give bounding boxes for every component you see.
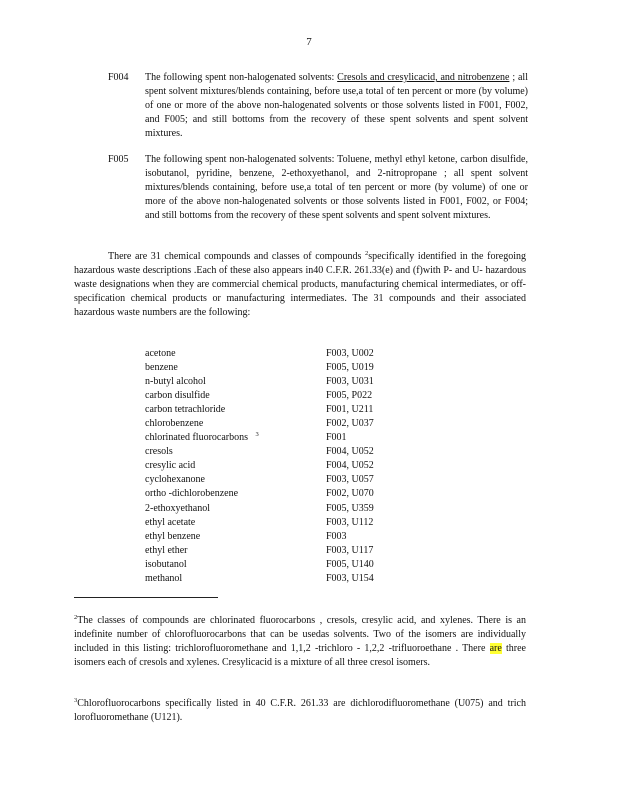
entry-text-underlined: Cresols and cresylicacid, and nitrobenzene — [337, 72, 510, 83]
page-number: 7 — [306, 36, 312, 48]
waste-numbers: F003, U154 — [326, 572, 374, 584]
compound-name: cyclohexanone — [145, 474, 205, 486]
waste-numbers: F004, U052 — [326, 446, 374, 458]
table-row — [145, 347, 405, 361]
waste-numbers: F001, U211 — [326, 404, 374, 416]
waste-numbers: F005, P022 — [326, 390, 373, 402]
footnote-mark: 2 — [74, 614, 78, 621]
waste-numbers: F002, U037 — [326, 418, 374, 430]
waste-numbers: F004, U052 — [326, 460, 374, 472]
highlighted-word: are — [489, 643, 502, 655]
table-row — [145, 516, 405, 530]
compound-name: carbon disulfide — [145, 390, 210, 402]
compound-name: cresols — [145, 446, 173, 458]
entry-description: The following spent non-halogenated solvents: Toluene, methyl ethyl ketone, carbon disulfide, isobutanol, pyridine, benzene, 2-ethoxyethanol, and 2-nitropropane ; all spent solvent mixtures/blends containing, before use,a total of ten percent or more (by volume) of one or more of the above non-halogenated solvents or those solvents listed in F001, F002, or F004; and still bottoms from the recovery of these spent solvents and spent solvent mixtures. — [145, 154, 528, 222]
table-row — [145, 459, 405, 473]
compound-name: 2-ethoxyethanol — [145, 502, 210, 514]
table-row — [145, 487, 405, 501]
compound-name: ethyl acetate — [145, 516, 196, 528]
compound-name: acetone — [145, 348, 176, 359]
compound-name: ortho -dichlorobenzene — [145, 488, 239, 500]
compound-name: benzene — [145, 362, 178, 374]
compound-name: ethyl benzene — [145, 530, 201, 542]
waste-numbers: F003, U002 — [326, 348, 374, 359]
listing-entry-f005 — [108, 153, 528, 223]
waste-numbers: F003, U031 — [326, 376, 374, 388]
intro-text-part2: specifically identified in the foregoing hazardous waste descriptions .Each of these also appears in40 C.F.R. 261.33(e) and (f)with P- and U- hazardous waste designations when they are commercial chemical products, manufacturing chemical intermediates, or off-specification chemical products or manufacturing intermediates. The 31 compounds and their associated hazardous waste numbers are the following: — [74, 251, 526, 319]
waste-numbers: F003, U112 — [326, 516, 374, 528]
compound-name: chlorinated fluorocarbons — [145, 432, 249, 444]
waste-numbers: F003 — [326, 530, 347, 542]
waste-numbers: F001 — [326, 432, 347, 444]
table-row — [145, 361, 405, 375]
table-row — [145, 403, 405, 417]
footnote-ref: 3 — [255, 431, 259, 439]
intro-paragraph — [74, 250, 526, 320]
table-row — [145, 473, 405, 487]
table-row — [145, 389, 405, 403]
table-row — [145, 502, 405, 516]
waste-code: F004 — [108, 72, 129, 83]
waste-numbers: F005, U140 — [326, 558, 374, 570]
compound-name: cresylic acid — [145, 460, 196, 472]
table-row — [145, 431, 405, 445]
footnote-ref: 2 — [364, 250, 369, 257]
footnote-mark: 3 — [74, 697, 78, 704]
table-row — [145, 572, 405, 586]
table-row — [145, 445, 405, 459]
compound-name: isobutanol — [145, 558, 187, 570]
footnote-text-rest: three isomers each of cresols and xylenes. Cresylicacid is a mixture of all three cresol isomers. — [74, 643, 526, 669]
footnote-2 — [74, 614, 526, 670]
waste-numbers: F002, U070 — [326, 488, 374, 500]
compound-name: n-butyl alcohol — [145, 376, 206, 388]
waste-numbers: F003, U117 — [326, 544, 374, 556]
footnote-text: Chlorofluorocarbons specifically listed in 40 C.F.R. 261.33 are dichlorodifluoromethane (U075) and trich lorofluoromethane (U121). — [74, 698, 526, 724]
compound-name-with-ref — [145, 431, 326, 445]
waste-code: F005 — [108, 154, 129, 165]
table-row — [145, 417, 405, 431]
intro-text-part1: There are 31 chemical compounds and classes of compounds — [108, 251, 365, 262]
compound-name: chlorobenzene — [145, 418, 204, 430]
compound-name: methanol — [145, 572, 183, 584]
waste-numbers: F003, U057 — [326, 474, 374, 486]
entry-text-rest: ; all spent solvent mixtures/blends containing, before use,a total of ten percent or more (by volume) of one or more of the above non-halogenated solvents or those solvents listed in F001, F002, and F005; and still bottoms from the recovery of these spent solvents and spent solvent mixtures. — [145, 72, 528, 140]
compound-name: carbon tetrachloride — [145, 404, 226, 416]
compound-table — [145, 347, 405, 586]
table-row — [145, 544, 405, 558]
table-row — [145, 558, 405, 572]
footnote-3 — [74, 697, 526, 725]
waste-numbers: F005, U359 — [326, 502, 374, 514]
waste-numbers: F005, U019 — [326, 362, 374, 374]
entry-text-lead: The following spent non-halogenated solvents: — [145, 72, 338, 83]
entry-description — [145, 71, 528, 141]
listing-entry-f004 — [108, 71, 528, 141]
footnote-divider — [74, 597, 218, 598]
footnote-text-lead: The classes of compounds are chlorinated fluorocarbons , cresols, cresylic acid, and xylenes. There is an indefinite number of chlorofluorocarbons that can be usedas solvents. Two of the isomers are individually included in this listing: trichlorofluoromethane and 1,1,2 -trichloro - 1,2,2 -trifluoroethane . There — [74, 615, 526, 655]
table-row — [145, 530, 405, 544]
table-row — [145, 375, 405, 389]
compound-name: ethyl ether — [145, 544, 188, 556]
